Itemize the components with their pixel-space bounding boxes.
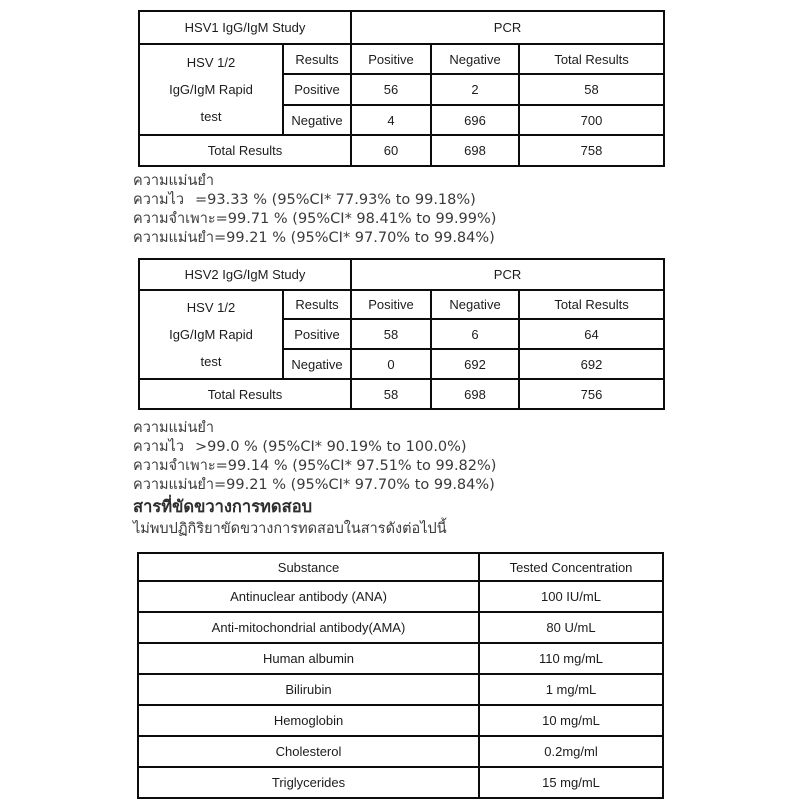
cell-value: 58 — [351, 319, 431, 349]
stat-label: ความจำเพาะ — [133, 211, 216, 227]
accuracy-title: ความแม่นยำ — [133, 420, 214, 436]
row-label-positive: Positive — [283, 319, 351, 349]
stat-label: ความไว — [133, 439, 184, 455]
results-header-cell: Results — [283, 290, 351, 319]
specificity-line — [133, 210, 553, 229]
row-label-negative: Negative — [283, 349, 351, 379]
table-row — [138, 612, 663, 643]
cell-value: 758 — [519, 135, 664, 166]
stat-label: ความแม่นยำ — [133, 230, 214, 246]
stat-value: =93.33 % (95%CI* 77.93% to 99.18%) — [195, 192, 476, 208]
cell-value: 696 — [431, 105, 519, 135]
test-name-line2: IgG/IgM Rapid — [169, 327, 253, 342]
cell-value: 64 — [519, 319, 664, 349]
stat-value: =99.21 % (95%CI* 97.70% to 99.84%) — [214, 230, 495, 246]
accuracy-title: ความแม่นยำ — [133, 173, 214, 189]
substance-name: Triglycerides — [138, 767, 479, 798]
cell-value: 56 — [351, 74, 431, 105]
accuracy-line — [133, 229, 553, 248]
total-results-label: Total Results — [139, 135, 351, 166]
cell-value: 58 — [519, 74, 664, 105]
interference-section-heading — [133, 496, 447, 540]
table-row — [139, 11, 664, 44]
cell-value: 692 — [519, 349, 664, 379]
col-header-total: Total Results — [519, 290, 664, 319]
table-row — [139, 135, 664, 166]
cell-value: 6 — [431, 319, 519, 349]
cell-value: 58 — [351, 379, 431, 409]
test-name-line1: HSV 1/2 — [186, 300, 236, 315]
stat-value: =99.71 % (95%CI* 98.41% to 99.99%) — [215, 211, 497, 227]
table-row — [138, 767, 663, 798]
hsv2-accuracy-block — [133, 419, 553, 495]
table-row — [139, 290, 664, 319]
cell-value: 700 — [519, 105, 664, 135]
substance-concentration: 80 U/mL — [479, 612, 663, 643]
substance-concentration: 0.2mg/ml — [479, 736, 663, 767]
table-row — [139, 259, 664, 290]
stat-value: =99.14 % (95%CI* 97.51% to 99.82%) — [215, 458, 497, 474]
cell-value: 0 — [351, 349, 431, 379]
col-header-positive: Positive — [351, 44, 431, 74]
accuracy-line — [133, 476, 553, 495]
sensitivity-line — [133, 191, 553, 210]
cell-value: 698 — [431, 135, 519, 166]
cell-value: 698 — [431, 379, 519, 409]
table-row — [139, 44, 664, 74]
substance-concentration: 1 mg/mL — [479, 674, 663, 705]
substance-name: Human albumin — [138, 643, 479, 674]
cell-value: 2 — [431, 74, 519, 105]
col-header-substance: Substance — [138, 553, 479, 581]
substance-concentration: 10 mg/mL — [479, 705, 663, 736]
row-label-negative: Negative — [283, 105, 351, 135]
test-name-line2: IgG/IgM Rapid — [169, 82, 253, 97]
hsv1-pcr-header: PCR — [351, 11, 664, 44]
col-header-total: Total Results — [519, 44, 664, 74]
hsv1-study-title: HSV1 IgG/IgM Study — [139, 11, 351, 44]
table-row — [138, 674, 663, 705]
substance-name: Cholesterol — [138, 736, 479, 767]
cell-value: 60 — [351, 135, 431, 166]
stat-label: ความแม่นยำ — [133, 477, 214, 493]
results-header-cell: Results — [283, 44, 351, 74]
substance-name: Antinuclear antibody (ANA) — [138, 581, 479, 612]
table-row — [138, 553, 663, 581]
test-name-line1: HSV 1/2 — [186, 55, 236, 70]
table-row — [138, 581, 663, 612]
cell-value: 756 — [519, 379, 664, 409]
test-name-line3: test — [200, 109, 222, 124]
hsv1-study-table — [138, 10, 665, 167]
hsv2-test-name-cell — [139, 290, 283, 379]
table-row — [138, 736, 663, 767]
hsv2-pcr-header: PCR — [351, 259, 664, 290]
substance-name: Bilirubin — [138, 674, 479, 705]
substance-concentration: 100 IU/mL — [479, 581, 663, 612]
hsv2-study-table — [138, 258, 665, 410]
cell-value: 692 — [431, 349, 519, 379]
hsv1-test-name-cell — [139, 44, 283, 135]
test-name-line3: test — [200, 354, 222, 369]
stat-value: >99.0 % (95%CI* 90.19% to 100.0%) — [195, 439, 467, 455]
stat-label: ความจำเพาะ — [133, 458, 216, 474]
substance-name: Hemoglobin — [138, 705, 479, 736]
col-header-negative: Negative — [431, 44, 519, 74]
col-header-negative: Negative — [431, 290, 519, 319]
section-subtitle: ไม่พบปฏิกิริยาขัดขวางการทดสอบในสารดังต่อไปนี้ — [133, 521, 447, 537]
row-label-positive: Positive — [283, 74, 351, 105]
total-results-label: Total Results — [139, 379, 351, 409]
interference-table — [137, 552, 664, 799]
col-header-concentration: Tested Concentration — [479, 553, 663, 581]
stat-label: ความไว — [133, 192, 184, 208]
col-header-positive: Positive — [351, 290, 431, 319]
table-row — [138, 705, 663, 736]
section-title: สารที่ขัดขวางการทดสอบ — [133, 497, 313, 516]
table-row — [138, 643, 663, 674]
substance-name: Anti-mitochondrial antibody(AMA) — [138, 612, 479, 643]
cell-value: 4 — [351, 105, 431, 135]
table-row — [139, 379, 664, 409]
sensitivity-line — [133, 438, 553, 457]
substance-concentration: 15 mg/mL — [479, 767, 663, 798]
substance-concentration: 110 mg/mL — [479, 643, 663, 674]
hsv2-study-title: HSV2 IgG/IgM Study — [139, 259, 351, 290]
stat-value: =99.21 % (95%CI* 97.70% to 99.84%) — [214, 477, 495, 493]
hsv1-accuracy-block — [133, 172, 553, 248]
specificity-line — [133, 457, 553, 476]
